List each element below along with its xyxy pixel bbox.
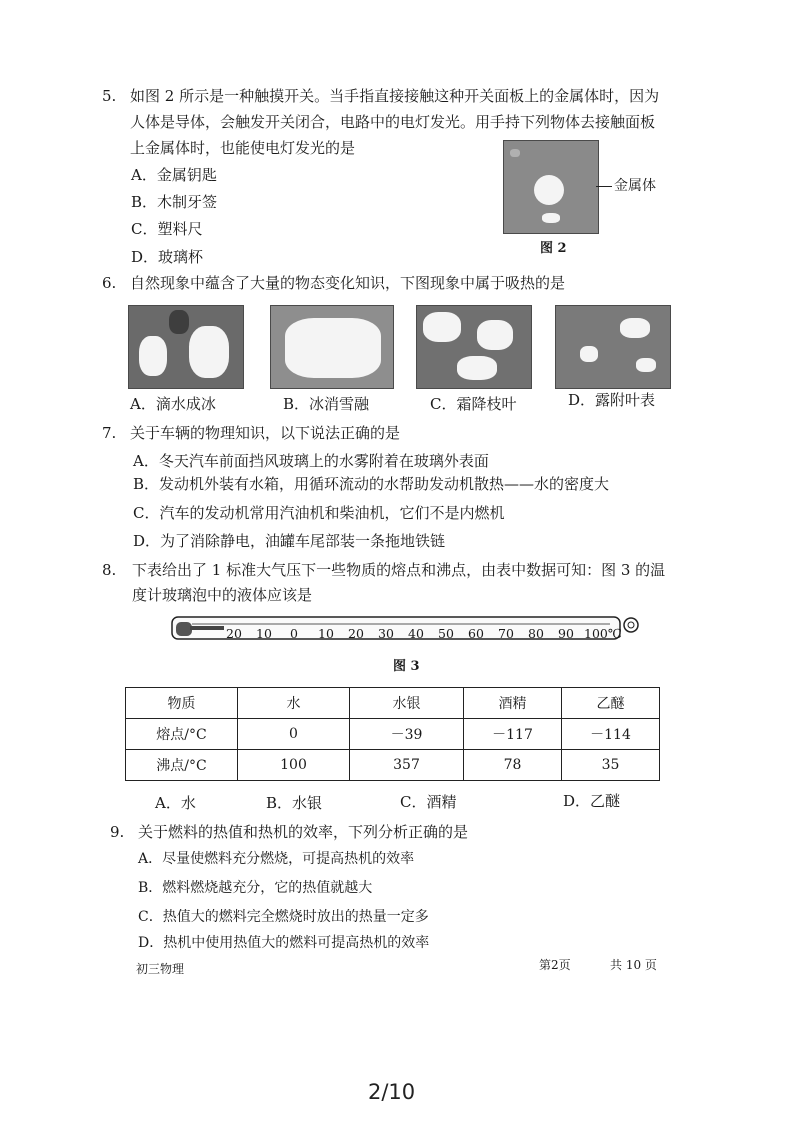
q7-option-d: D．为了消除静电，油罐车尾部装一条拖地铁链 [133, 532, 446, 550]
figure-2-caption: 图 2 [540, 241, 567, 256]
q7-stem: 关于车辆的物理知识，以下说法正确的是 [130, 424, 401, 442]
q9-stem: 关于燃料的热值和热机的效率，下列分析正确的是 [138, 823, 469, 841]
q5-option-c: C．塑料尺 [131, 220, 203, 238]
thermometer-tick-label: 10 [256, 626, 272, 641]
metal-body-pointer-line [596, 186, 612, 187]
q6-number: 6. [102, 274, 117, 292]
page-indicator: 2/10 [368, 1080, 416, 1104]
photo-snow-melting [270, 305, 394, 389]
q6-option-d: D．露附叶表 [568, 391, 656, 409]
footer-subject: 初三物理 [136, 962, 185, 976]
q5-stem-line2: 人体是导体，会触发开关闭合，电路中的电灯发光。用手持下列物体去接触面板 [130, 113, 656, 131]
table-header-cell: 物质 [126, 688, 238, 719]
q8-stem-line2: 度计玻璃泡中的液体应该是 [132, 586, 313, 604]
q7-option-b: B．发动机外装有水箱，用循环流动的水帮助发动机散热——水的密度大 [133, 475, 610, 493]
thermometer-tick-label: 0 [290, 626, 298, 641]
table-cell: 沸点/°C [126, 750, 238, 781]
q8-option-c: C．酒精 [400, 793, 457, 811]
table-header-cell: 乙醚 [562, 688, 660, 719]
melting-boiling-table [125, 687, 660, 781]
q5-option-b: B．木制牙签 [131, 193, 218, 211]
touch-switch-photo [503, 140, 599, 234]
thermometer-tick-label: 10 [318, 626, 334, 641]
table-cell: 0 [238, 719, 350, 750]
q7-option-a: A．冬天汽车前面挡风玻璃上的水雾附着在玻璃外表面 [133, 452, 489, 470]
photo-frost-on-leaves [416, 305, 532, 389]
q5-number: 5. [102, 87, 117, 105]
table-row [126, 750, 660, 781]
q8-option-b: B．水银 [266, 794, 323, 812]
footer-page: 第2页 [539, 958, 571, 972]
thermometer-tick-label: 40 [408, 626, 424, 641]
q8-option-a: A．水 [155, 794, 196, 812]
q9-option-b: B．燃料燃烧越充分，它的热值就越大 [138, 880, 373, 896]
photo-dripping-to-ice [128, 305, 244, 389]
thermometer-tick-label: 90 [558, 626, 574, 641]
q6-option-a: A．滴水成冰 [130, 395, 216, 413]
table-header-cell: 水 [238, 688, 350, 719]
thermometer-tick-label: 30 [378, 626, 394, 641]
table-header-cell: 酒精 [464, 688, 562, 719]
q9-option-d: D．热机中使用热值大的燃料可提高热机的效率 [138, 935, 430, 951]
thermometer-tick-label: 60 [468, 626, 484, 641]
photo-dew-on-leaves [555, 305, 671, 389]
q7-number: 7. [102, 424, 117, 442]
thermometer-tick-label: 80 [528, 626, 544, 641]
table-cell: 35 [562, 750, 660, 781]
thermometer-tick-label: 20 [226, 626, 242, 641]
q5-stem-line3: 上金属体时，也能使电灯发光的是 [130, 139, 356, 157]
thermometer-tick-label: 70 [498, 626, 514, 641]
table-cell: －114 [562, 719, 660, 750]
q9-option-c: C．热值大的燃料完全燃烧时放出的热量一定多 [138, 909, 429, 925]
q5-option-d: D．玻璃杯 [131, 248, 204, 266]
table-cell: 100 [238, 750, 350, 781]
q6-option-c: C．霜降枝叶 [430, 395, 517, 413]
thermometer-tick-label: 20 [348, 626, 364, 641]
figure-3-caption: 图 3 [393, 659, 420, 674]
q7-option-c: C．汽车的发动机常用汽油机和柴油机，它们不是内燃机 [133, 504, 505, 522]
thermometer-tick-label: 50 [438, 626, 454, 641]
q9-number: 9. [110, 823, 125, 841]
metal-body-label: 金属体 [614, 178, 656, 194]
q6-stem: 自然现象中蕴含了大量的物态变化知识，下图现象中属于吸热的是 [130, 274, 566, 292]
q6-option-b: B．冰消雪融 [283, 395, 370, 413]
table-cell: －39 [350, 719, 464, 750]
table-cell: 熔点/°C [126, 719, 238, 750]
table-cell: －117 [464, 719, 562, 750]
footer-total-pages: 共 10 页 [610, 958, 657, 972]
q9-option-a: A．尽量使燃料充分燃烧，可提高热机的效率 [138, 851, 415, 867]
q8-option-d: D．乙醚 [563, 792, 621, 810]
q8-stem-line1: 下表给出了 1 标准大气压下一些物质的熔点和沸点，由表中数据可知：图 3 的温 [132, 561, 666, 579]
thermometer-ticks [226, 626, 636, 642]
table-cell: 357 [350, 750, 464, 781]
thermometer-tick-label: 100℃ [584, 626, 622, 641]
q5-option-a: A．金属钥匙 [131, 166, 217, 184]
table-header-row [126, 688, 660, 719]
table-row [126, 719, 660, 750]
table-header-cell: 水银 [350, 688, 464, 719]
q5-stem-line1: 如图 2 所示是一种触摸开关。当手指直接接触这种开关面板上的金属体时，因为 [130, 87, 660, 105]
table-cell: 78 [464, 750, 562, 781]
q8-number: 8. [102, 561, 117, 579]
